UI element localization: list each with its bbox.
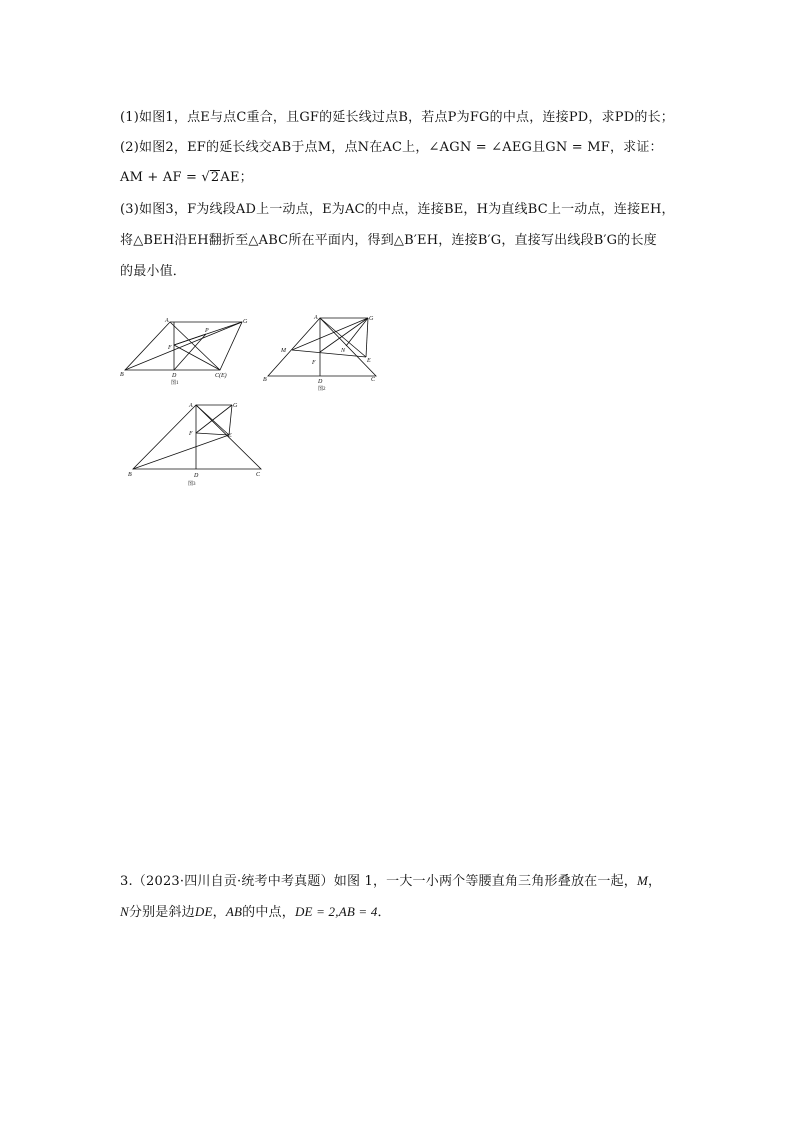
q2-part2: (2)如图2，EF的延长线交AB于点M，点N在AC上，∠AGN = ∠AEG且GN = MF，求证： bbox=[120, 140, 663, 155]
fig3-label-B: B bbox=[128, 472, 132, 478]
fig2-label-N: N bbox=[341, 348, 346, 354]
fig3-FE bbox=[196, 433, 229, 435]
q3-line1-end: ， bbox=[648, 874, 662, 889]
q3-var-DE: DE bbox=[194, 904, 213, 919]
fig3-GE bbox=[229, 405, 232, 435]
q3-line1-text: 3.（2023·四川自贡·统考中考真题）如图 1，一大一小两个等腰直角三角形叠放在一起， bbox=[120, 874, 637, 889]
fig1-label-C: C(E) bbox=[215, 373, 227, 379]
fig3-label-E: E bbox=[228, 433, 232, 439]
fig2-label-D: D bbox=[318, 379, 323, 385]
fig2-GE bbox=[366, 318, 368, 357]
q3-var-N: N bbox=[120, 904, 129, 919]
sqrt-sign: √ bbox=[201, 170, 210, 185]
fig1-label-F: F bbox=[168, 345, 172, 351]
q3-var-M: M bbox=[636, 873, 648, 888]
fig3-FG bbox=[196, 405, 232, 433]
fig3-label-G: G bbox=[233, 403, 238, 409]
fig1-label-A: A bbox=[165, 318, 169, 324]
fig2-label-G: G bbox=[369, 316, 374, 322]
formula-right: AE； bbox=[220, 170, 253, 185]
figure-1 bbox=[118, 315, 258, 390]
fig2-label-M: M bbox=[281, 348, 286, 354]
q2-part2-formula bbox=[120, 166, 253, 185]
figure-3 bbox=[125, 397, 270, 489]
fig2-label-A: A bbox=[314, 315, 318, 321]
fig1-label-D: D bbox=[172, 373, 177, 379]
q2-part1: (1)如图1，点E与点C重合，且GF的延长线过点B，若点P为FG的中点，连接PD，求PD的长； bbox=[120, 110, 674, 125]
fig3-BE bbox=[133, 435, 229, 469]
figure-2 bbox=[258, 310, 383, 395]
fig3-label-D: D bbox=[194, 473, 199, 479]
fig2-label-C: C bbox=[371, 377, 376, 383]
fig2-label-F: F bbox=[312, 360, 316, 366]
q2-part3-line2: 将△BEH沿EH翻折至△ABC所在平面内，得到△B′EH，连接B′G，直接写出线段B′G的长度 bbox=[120, 233, 657, 248]
formula-left: AM + AF = bbox=[120, 170, 202, 185]
q3-formula: DE = 2,AB = 4 bbox=[294, 904, 378, 919]
fig3-label-A: A bbox=[189, 403, 193, 409]
fig1-label-P: P bbox=[205, 328, 209, 334]
q2-part3-line3: 的最小值． bbox=[120, 264, 187, 279]
fig1-caption: 图1 bbox=[171, 381, 179, 386]
q3-var-AB: AB bbox=[225, 904, 243, 919]
fig3-label-F: F bbox=[189, 431, 193, 437]
fig3-triangle-ABC bbox=[133, 405, 261, 469]
fig3-label-C: C bbox=[256, 472, 261, 478]
q3-line2 bbox=[120, 901, 391, 920]
q3-line2-mid2: 的中点， bbox=[242, 905, 295, 920]
fig2-label-E: E bbox=[367, 358, 371, 364]
fig1-FC bbox=[174, 345, 220, 370]
fig2-triangle-ABC bbox=[268, 318, 376, 376]
fig3-AE bbox=[196, 405, 229, 435]
sqrt-radicand: 2 bbox=[210, 170, 220, 185]
fig1-label-B: B bbox=[120, 372, 124, 378]
fig2-ME bbox=[292, 350, 366, 357]
q3-line2-mid: 分别是斜边 bbox=[128, 905, 195, 920]
q3-line1 bbox=[120, 870, 661, 889]
fig1-BG bbox=[125, 322, 242, 370]
fig1-label-G: G bbox=[243, 319, 248, 325]
q3-line2-sep: ， bbox=[212, 905, 226, 920]
fig2-caption: 图2 bbox=[318, 387, 326, 392]
q3-line2-end: ． bbox=[377, 905, 391, 920]
fig3-caption: 图3 bbox=[188, 482, 196, 487]
q2-part3-line1: (3)如图3，F为线段AD上一动点，E为AC的中点，连接BE，H为直线BC上一动点，连接EH， bbox=[120, 202, 675, 217]
fig2-label-B: B bbox=[263, 377, 267, 383]
